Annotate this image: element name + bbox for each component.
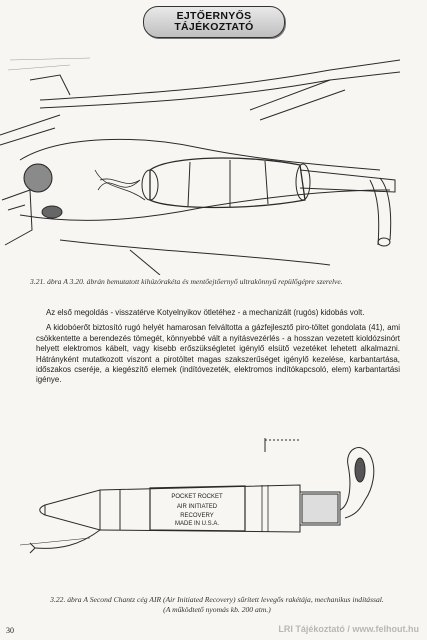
- figure-2-caption-line-2: (A működtető nyomás kb. 200 atm.): [163, 605, 271, 614]
- body-paragraph-1: Az első megoldás - visszatérve Kotyelnyikov ötletéhez - a mechanizált (rugós) kidobás volt.: [46, 308, 365, 317]
- figure-1-caption: 3.21. ábra A 3.20. ábrán bemutatott kihúzórakéta és mentőejtőernyő ultrakönnyű repülőgépre szerelve.: [30, 277, 343, 286]
- article-body: [36, 308, 400, 391]
- page-number: 30: [6, 626, 14, 635]
- publication-header-badge: [143, 6, 285, 38]
- figure-2-caption-line-1: 3.22. ábra A Second Chantz cég AIR (Air Initiated Recovery) sűrített levegős rakétája, mechanikus indítással.: [50, 595, 384, 604]
- rocket-label-line-3: RECOVERY: [180, 513, 214, 519]
- figure-compressed-air-rocket: [0, 430, 427, 590]
- header-line-2: TÁJÉKOZTATÓ: [174, 21, 254, 33]
- body-paragraph-2: A kidobóerőt biztosító rugó helyét hamarosan felváltotta a gázfejlesztő piro-töltet gondolata (41), ami csökkentette a berendezés tömegét, könnyebbé vált a nyitásvezérlés - a hosszan vezetett kioldózsinórt helyett elektromos kábelt, vagy kisebb erőszükségletet igénylő elsütő vezetéket lehetett alkalmazni. Hátrányként mutatkozott viszont a pirotöltet magas szakszerűséget igénylő kezelése, karbantartása, időszakos cseréje, a kiegészítő elemek (indítóvezeték, elektromos indítókapcsoló, elem) karbantartási igénye.: [36, 323, 400, 385]
- rocket-label-line-1: POCKET ROCKET: [171, 494, 223, 500]
- rocket-label-line-4: MADE IN U.S.A.: [174, 521, 220, 527]
- figure-2-caption: [22, 595, 412, 615]
- footer-site-credit: LRI Tájékoztató / www.felhout.hu: [278, 624, 419, 634]
- rocket-label-line-2: AIR INITIATED: [176, 504, 218, 510]
- figure-aircraft-rocket-parachute: [0, 40, 427, 275]
- header-line-1: EJTŐERNYŐS: [176, 10, 252, 22]
